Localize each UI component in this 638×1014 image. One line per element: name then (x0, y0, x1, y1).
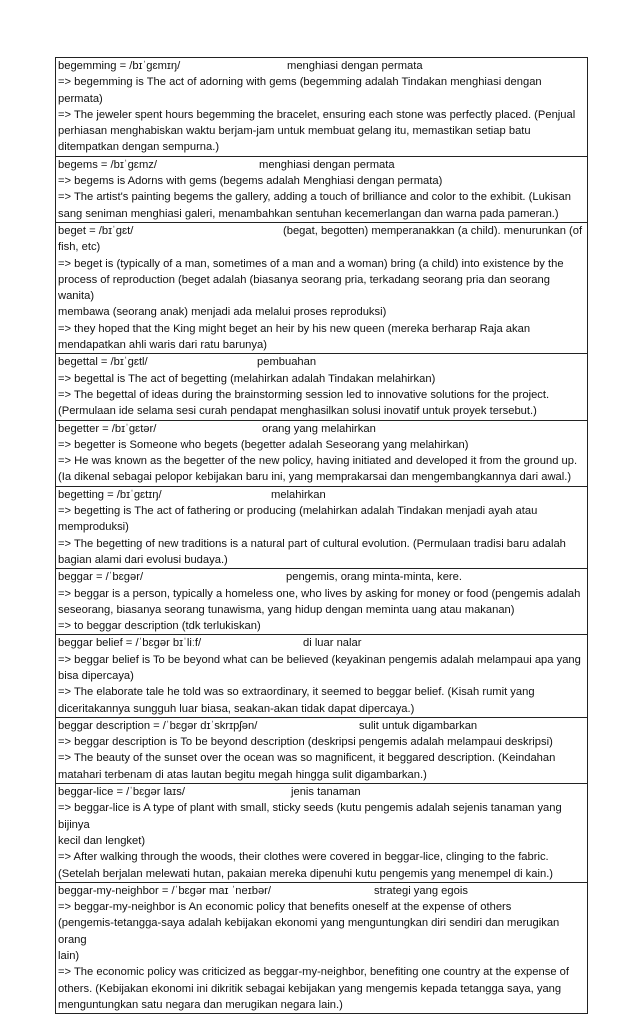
entry-meaning: (begat, begotten) memperanakkan (a child). menurunkan (of (283, 224, 583, 237)
entry-text-line: => beggar-lice is A type of plant with small, sticky seeds (kutu pengemis adalah sejenis tanaman yang bijinya (58, 802, 562, 831)
entry-text-line: => beggar description is To be beyond description (deskripsi pengemis adalah melampaui deskripsi) (58, 736, 553, 749)
entry-text-line: => The begetting of new traditions is a natural part of cultural evolution. (Permulaan tradisi baru adalah (58, 537, 566, 550)
entry-text-line: => they hoped that the King might beget an heir by his new queen (mereka berharap Raja akan (58, 322, 531, 335)
entry-text-line: => begems is Adorns with gems (begems adalah Menghiasi dengan permata) (58, 175, 443, 188)
entry-text-line: diceritakannya sungguh luar biasa, seakan-akan tidak dapat dipercaya.) (58, 702, 415, 715)
dictionary-entry (56, 354, 587, 420)
entry-text-line: membawa (seorang anak) menjadi ada melalui proses reproduksi) (58, 306, 387, 319)
entry-text-line: => begetting is The act of fathering or producing (melahirkan adalah Tindakan menjadi ayah atau (58, 505, 538, 518)
entry-text-line: (pengemis-tetangga-saya adalah kebijakan ekonomi yang menguntungkan diri sendiri dan merugikan orang (58, 917, 560, 946)
entry-text-line: bisa dipercaya) (58, 669, 134, 682)
dictionary-table (55, 57, 588, 1014)
entry-text-line: process of reproduction (beget adalah (biasanya seorang pria, terkadang seorang pria dan seorang wanita) (58, 273, 550, 303)
entry-text-line: (Ia dikenal sebagai pelopor kebijakan baru ini, yang memprakarsai dan mengembangkannya dari awal.) (58, 471, 572, 484)
entry-text-line: mendapatkan ahli waris dari ratu barunya) (58, 339, 267, 352)
entry-meaning: melahirkan (271, 488, 326, 501)
entry-text-line: matahari terbenam di atas lautan begitu megah hingga sulit digambarkan.) (58, 768, 427, 781)
headword-pronunciation: beget = /bɪˈɡɛt/ (58, 224, 134, 237)
headword-pronunciation: begetter = /bɪˈɡɛtər/ (58, 422, 157, 435)
entry-header (58, 157, 585, 173)
headword-pronunciation: begetting = /bɪˈɡɛtɪŋ/ (58, 488, 162, 501)
entry-text-line: => The begettal of ideas during the brainstorming session led to innovative solutions for the project. (58, 388, 550, 401)
entry-text-line: (Permulaan ide selama sesi curah pendapat menghasilkan solusi inovatif untuk proyek tersebut.) (58, 405, 537, 418)
dictionary-entry (56, 784, 587, 883)
entry-meaning: pembuahan (257, 356, 317, 369)
entry-header (58, 635, 585, 651)
entry-text-line: => begemming is The act of adorning with gems (begemming adalah Tindakan menghiasi dengan permata) (58, 76, 542, 105)
entry-text-line: fish, etc) (58, 241, 101, 254)
dictionary-entry (56, 487, 587, 569)
entry-meaning: sulit untuk digambarkan (359, 719, 478, 732)
entry-header (58, 487, 585, 503)
entry-text-line: => to beggar description (tdk terlukiskan) (58, 620, 261, 633)
entry-meaning: strategi yang egois (374, 884, 468, 897)
entry-header (58, 883, 585, 899)
entry-text-line: => The jeweler spent hours begemming the bracelet, ensuring each stone was perfectly placed. (Penjual (58, 108, 576, 121)
entry-meaning: orang yang melahirkan (262, 422, 376, 435)
headword-pronunciation: beggar belief = /ˈbɛɡər bɪˈliːf/ (58, 637, 202, 650)
entry-text-line: others. (Kebijakan ekonomi ini dikritik sebagai kebijakan yang mengemis kepada tetangga saya, yang (58, 982, 562, 995)
entry-header (58, 569, 585, 585)
dictionary-entry (56, 718, 587, 784)
entry-meaning: jenis tanaman (291, 786, 361, 799)
entry-text-line: perhiasan menghabiskan waktu berjam-jam untuk membuat gelang itu, memastikan setiap batu (58, 125, 531, 138)
entry-header (58, 58, 585, 74)
headword-pronunciation: beggar description = /ˈbɛɡər dɪˈskrɪpʃən/ (58, 719, 258, 732)
entry-text-line: => The economic policy was criticized as beggar-my-neighbor, benefiting one country at the expense of (58, 966, 569, 979)
entry-text-line: kecil dan lengket) (58, 834, 146, 847)
entry-meaning: di luar nalar (303, 637, 362, 650)
entry-header (58, 223, 585, 239)
headword-pronunciation: beggar-my-neighbor = /ˈbɛɡər maɪ ˈneɪbər/ (58, 884, 272, 897)
entry-text-line: => beggar belief is To be beyond what can be believed (keyakinan pengemis adalah melampaui apa yang (58, 653, 581, 666)
dictionary-entry (56, 635, 587, 717)
entry-header (58, 784, 585, 800)
entry-meaning: menghiasi dengan permata (287, 60, 423, 72)
entry-text-line: bagian alami dari evolusi budaya.) (58, 553, 228, 566)
entry-text-line: => The beauty of the sunset over the ocean was so magnificent, it beggared description. (Keindahan (58, 752, 556, 765)
dictionary-entry (56, 157, 587, 223)
headword-pronunciation: beggar = /ˈbɛɡər/ (58, 571, 144, 584)
entry-header (58, 354, 585, 370)
entry-text-line: sang seniman menghiasi galeri, menambahkan sentuhan kecemerlangan dan warna pada pameran.) (58, 207, 559, 220)
entry-text-line: menguntungkan satu negara dan merugikan negara lain.) (58, 998, 343, 1011)
entry-text-line: memproduksi) (58, 521, 129, 534)
headword-pronunciation: beggar-lice = /ˈbɛɡər laɪs/ (58, 786, 185, 799)
entry-text-line: => beggar-my-neighbor is An economic policy that benefits oneself at the expense of others (58, 901, 512, 914)
entry-text-line: seseorang, biasanya seorang tunawisma, yang hidup dengan meminta uang atau makanan) (58, 603, 515, 616)
dictionary-entry (56, 58, 587, 157)
dictionary-entry (56, 421, 587, 487)
headword-pronunciation: begemming = /bɪˈɡɛmɪŋ/ (58, 60, 181, 72)
headword-pronunciation: begettal = /bɪˈɡɛtl/ (58, 356, 148, 369)
entry-text-line: => He was known as the begetter of the new policy, having initiated and developed it from the ground up. (58, 455, 578, 468)
dictionary-entry (56, 223, 587, 354)
entry-text-line: lain) (58, 950, 80, 963)
entry-text-line: => The elaborate tale he told was so extraordinary, it seemed to beggar belief. (Kisah rumit yang (58, 686, 535, 699)
entry-text-line: => begettal is The act of begetting (melahirkan adalah Tindakan melahirkan) (58, 372, 436, 385)
entry-meaning: pengemis, orang minta-minta, kere. (286, 571, 462, 584)
entry-text-line: => begetter is Someone who begets (begetter adalah Seseorang yang melahirkan) (58, 438, 469, 451)
dictionary-entry (56, 569, 587, 635)
entry-text-line: => After walking through the woods, their clothes were covered in beggar-lice, clinging to the fabric. (58, 851, 549, 864)
entry-header (58, 718, 585, 734)
entry-header (58, 421, 585, 437)
entry-meaning: menghiasi dengan permata (259, 158, 395, 171)
entry-text-line: => beggar is a person, typically a homeless one, who lives by asking for money or food (pengemis adalah (58, 587, 581, 600)
entry-text-line: ditempatkan dengan sempurna.) (58, 141, 220, 154)
headword-pronunciation: begems = /bɪˈɡɛmz/ (58, 158, 157, 171)
entry-text-line: => The artist's painting begems the gallery, adding a touch of brilliance and color to the exhibit. (Lukisan (58, 191, 571, 204)
entry-text-line: (Setelah berjalan melewati hutan, pakaian mereka dipenuhi kutu pengemis yang menempel di kain.) (58, 867, 554, 880)
entry-text-line: => beget is (typically of a man, sometimes of a man and a woman) bring (a child) into existence by the (58, 257, 564, 270)
